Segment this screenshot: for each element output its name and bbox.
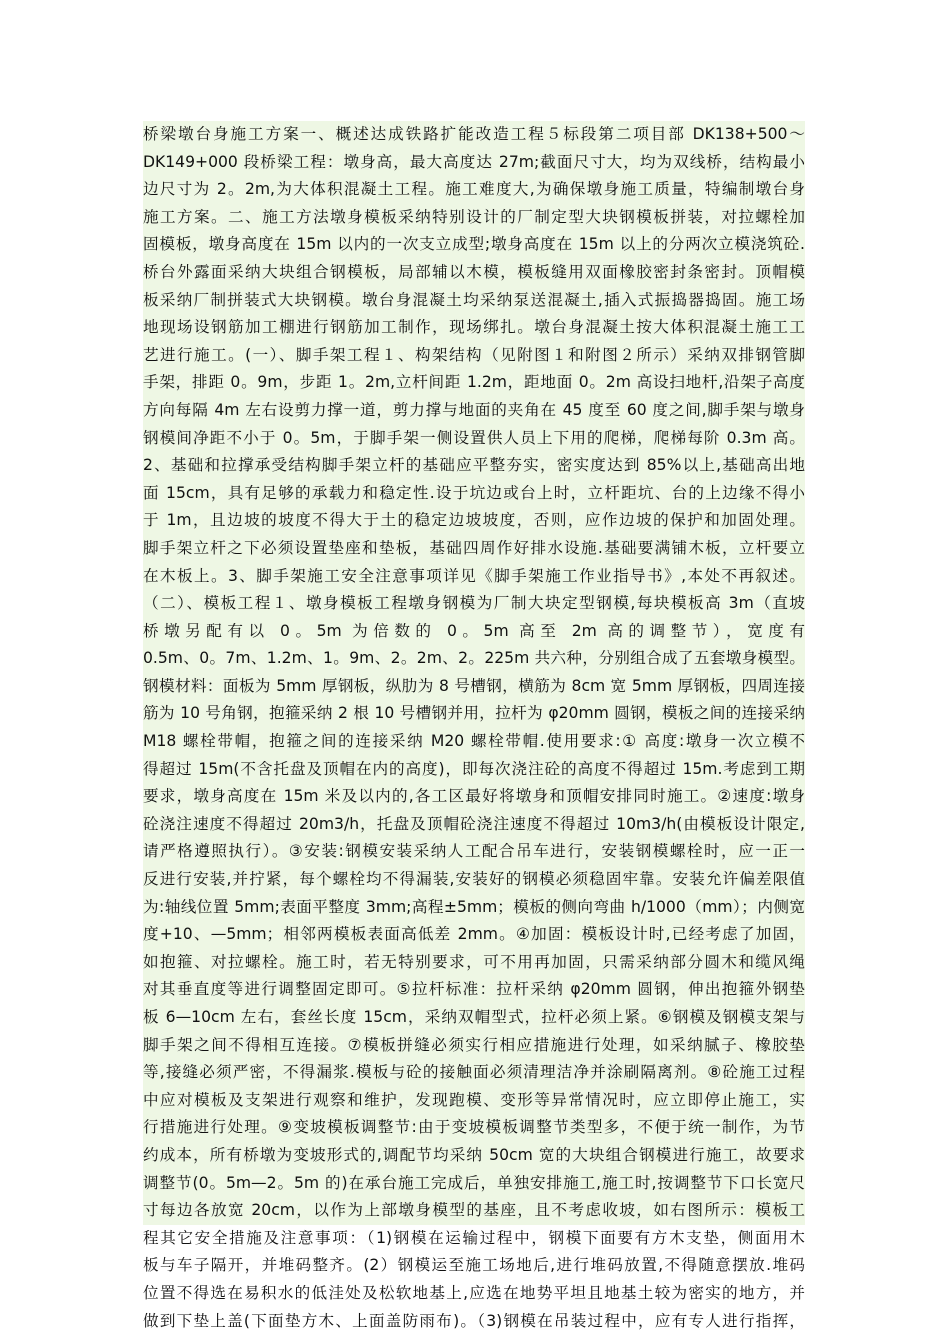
paragraph-line: 桥台外露面采纳大块组合钢模板，局部辅以木模，模板缝用双面橡胶密封条密封。顶帽模 xyxy=(143,262,805,281)
paragraph-line: 脚手架之间不得相互连接。⑦模板拼缝必须实行相应措施进行处理，如采纳腻子、橡胶垫 xyxy=(143,1035,805,1054)
paragraph-line: 方向每隔 4m 左右设剪力撑一道，剪力撑与地面的夹角在 45 度至 60 度之间,脚手架与墩身 xyxy=(143,400,805,419)
paragraph-line: 于 1m，且边坡的坡度不得大于土的稳定边坡坡度，否则，应作边坡的保护和加固处理。 xyxy=(143,511,805,530)
paragraph-line: 筋为 10 号角钢，抱箍采纳 2 根 10 号槽钢并用，拉杆为 φ20mm 圆钢，模板之间的连接采纳 xyxy=(143,704,805,723)
paragraph-line: 约成本，所有桥墩为变坡形式的,调配节均采纳 50cm 宽的大块组合钢模进行施工，故要求 xyxy=(143,1145,805,1164)
paragraph-line: 行措施进行处理。⑨变坡模板调整节:由于变坡模板调整节类型多，不便于统一制作，为节 xyxy=(143,1118,805,1137)
paragraph-line: M18 螺栓带帽，抱箍之间的连接采纳 M20 螺栓带帽.使用要求:① 高度:墩身一次立模不 xyxy=(143,732,805,751)
body-text-block xyxy=(143,121,805,1330)
paragraph-line: 板采纳厂制拼装式大块钢模。墩台身混凝土均采纳泵送混凝土,插入式振捣器捣固。施工场 xyxy=(143,290,805,309)
paragraph-line: 艺进行施工。(一）、脚手架工程１、构架结构（见附图１和附图２所示）采纳双排钢管脚 xyxy=(143,345,805,364)
paragraph-line: 请严格遵照执行）。③安装:钢模安装采纳人工配合吊车进行，安装钢模螺栓时，应一正一 xyxy=(143,842,805,861)
paragraph-line: 要求，墩身高度在 15m 米及以内的,各工区最好将墩身和顶帽安排同时施工。②速度:墩身 xyxy=(143,787,805,806)
paragraph-line: 地现场设钢筋加工棚进行钢筋加工制作，现场绑扎。墩台身混凝土按大体积混凝土施工工 xyxy=(143,318,805,337)
paragraph-line: 板与车子隔开，并堆码整齐。(2）钢模运至施工场地后,进行堆码放置,不得随意摆放.堆码 xyxy=(143,1256,805,1275)
paragraph-line: 做到下垫上盖(下面垫方木、上面盖防雨布)。（3)钢模在吊装过程中，应有专人进行指挥， xyxy=(143,1311,805,1330)
paragraph-line: 如抱箍、对拉螺栓。施工时，若无特别要求，可不用再加固，只需采纳部分圆木和缆风绳 xyxy=(143,952,805,971)
paragraph-line: 手架，排距 0。9m，步距 1。2m,立杆间距 1.2m，距地面 0。2m 高设扫地杆,沿架子高度 xyxy=(143,373,805,392)
paragraph-line: 桥墩另配有以 0。5m 为倍数的 0。5m 高至 2m 高的调整节），宽度有 xyxy=(143,621,805,640)
paragraph-line: 脚手架立杆之下必须设置垫座和垫板，基础四周作好排水设施.基础要满铺木板，立杆要立 xyxy=(143,538,805,557)
paragraph-line: 为:轴线位置 5mm;表面平整度 3mm;高程±5mm；模板的侧向弯曲 h/1000（mm）；内侧宽 xyxy=(143,897,805,916)
paragraph-line: 钢模间净距不小于 0。5m，于脚手架一侧设置供人员上下用的爬梯，爬梯每阶 0.3m 高。 xyxy=(143,428,805,447)
paragraph-line: 边尺寸为 2。2m,为大体积混凝土工程。施工难度大,为确保墩身施工质量，特编制墩台身 xyxy=(143,180,805,199)
paragraph-line: 0.5m、0。7m、1.2m、1。9m、2。2m、2。225m 共六种，分别组合成了五套墩身模型。 xyxy=(143,649,805,668)
paragraph-line: 固模板，墩身高度在 15m 以内的一次支立成型;墩身高度在 15m 以上的分两次立模浇筑砼. xyxy=(143,235,805,254)
paragraph-line: 等,接缝必须严密，不得漏浆.模板与砼的接触面必须清理洁净并涂刷隔离剂。⑧砼施工过程 xyxy=(143,1063,805,1082)
paragraph-line: 位置不得选在易积水的低洼处及松软地基上,应选在地势平坦且地基土较为密实的地方，并 xyxy=(143,1283,805,1302)
paragraph-line: 程其它安全措施及注意事项：（1)钢模在运输过程中，钢模下面要有方木支垫，侧面用木 xyxy=(143,1228,805,1247)
paragraph-line: 在木板上。3、脚手架施工安全注意事项详见《脚手架施工作业指导书》,本处不再叙述。 xyxy=(143,566,805,585)
paragraph-line: 寸每边各放宽 20cm，以作为上部墩身模型的基座，且不考虑收坡，如右图所示：模板工 xyxy=(143,1201,805,1220)
paragraph-line: 砼浇注速度不得超过 20m3/h，托盘及顶帽砼浇注速度不得超过 10m3/h(由模板设计限定, xyxy=(143,814,805,833)
paragraph-line: 调整节(0。5m—2。5m 的)在承台施工完成后，单独安排施工,施工时,按调整节下口长宽尺 xyxy=(143,1173,805,1192)
paragraph-line: DK149+000 段桥梁工程：墩身高，最大高度达 27m;截面尺寸大，均为双线桥，结构最小 xyxy=(143,152,805,171)
paragraph-line: 板 6—10cm 左右，套丝长度 15cm，采纳双帽型式，拉杆必须上紧。⑥钢模及钢模支架与 xyxy=(143,1008,805,1026)
paragraph-line: 得超过 15m(不含托盘及顶帽在内的高度)，即每次浇注砼的高度不得超过 15m.考虑到工期 xyxy=(143,759,805,778)
paragraph-line: 对其垂直度等进行调整固定即可。⑤拉杆标准：拉杆采纳 φ20mm 圆钢，伸出抱箍外钢垫 xyxy=(143,980,805,999)
paragraph-line: 面 15cm，具有足够的承载力和稳定性.设于坑边或台上时，立杆距坑、台的上边缘不得小 xyxy=(143,483,805,502)
paragraph-line: 度+10、—5mm；相邻两模板表面高低差 2mm。④加固：模板设计时,已经考虑了加固， xyxy=(143,925,805,944)
paragraph-line: 钢模材料：面板为 5mm 厚钢板，纵肋为 8 号槽钢，横筋为 8cm 宽 5mm 厚钢板，四周连接 xyxy=(143,676,805,695)
paragraph-line: 桥梁墩台身施工方案一、概述达成铁路扩能改造工程５标段第二项目部 DK138+500～ xyxy=(143,125,805,143)
paragraph-line: 施工方案。二、施工方法墩身模板采纳特别设计的厂制定型大块钢模板拼装，对拉螺栓加 xyxy=(143,207,805,226)
paragraph-line: （二）、模板工程１、墩身模板工程墩身钢模为厂制大块定型钢模,每块模板高 3m（直坡 xyxy=(143,594,805,613)
paragraph-line: 反进行安装,并拧紧，每个螺栓均不得漏装,安装好的钢模必须稳固牢靠。安装允许偏差限值 xyxy=(143,870,805,889)
paragraph-line: 2、基础和拉撑承受结构脚手架立杆的基础应平整夯实，密实度达到 85%以上,基础高出地 xyxy=(143,456,805,475)
paragraph-line: 中应对模板及支架进行观察和维护，发现跑模、变形等异常情况时，应立即停止施工，实 xyxy=(143,1090,805,1109)
